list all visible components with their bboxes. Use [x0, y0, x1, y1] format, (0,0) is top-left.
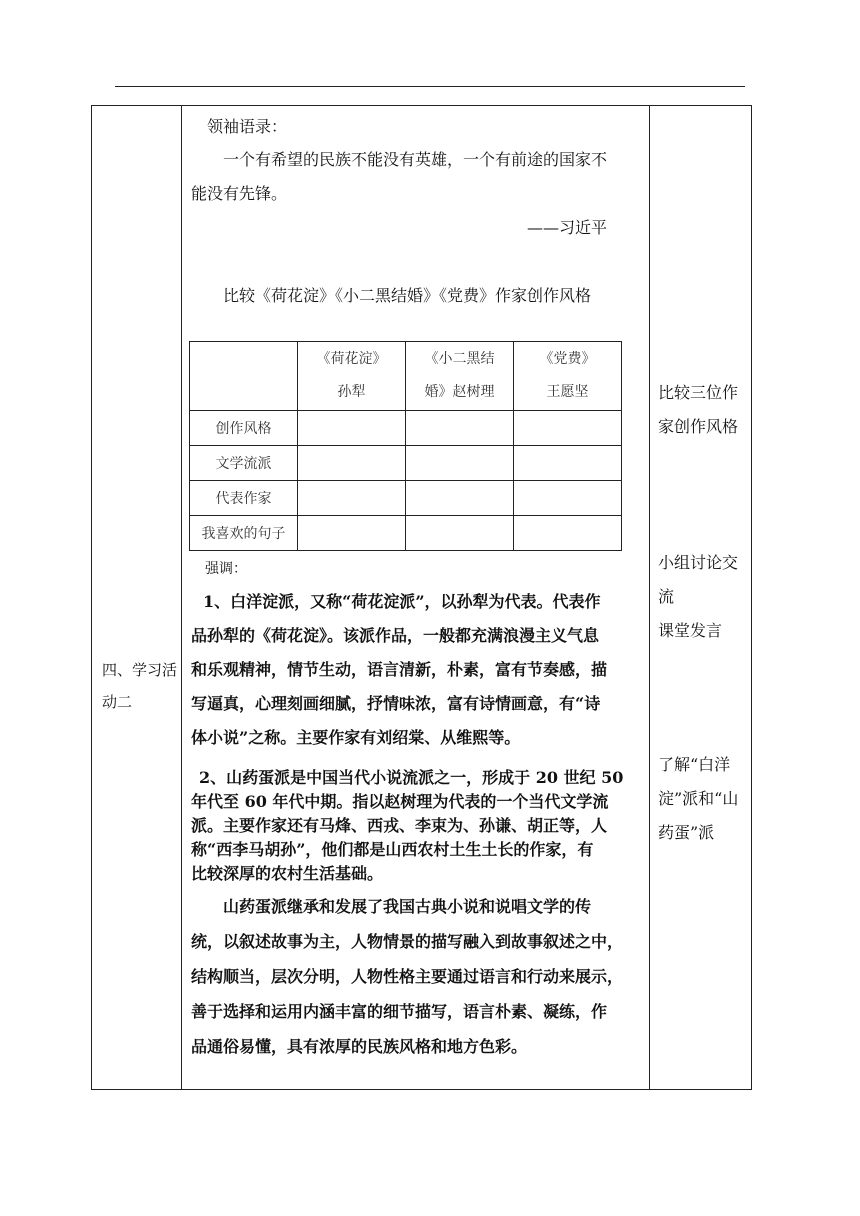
notes-column — [650, 106, 751, 1089]
header-title: 《荷花淀》 — [316, 351, 387, 367]
paragraph-line: 品孙犁的《荷花淀》。该派作品，一般都充满浪漫主义气息 — [191, 626, 600, 645]
header-author: 王愿坚 — [546, 384, 589, 400]
paragraph-line: 统，以叙述故事为主，人物情景的描写融入到故事叙述之中， — [191, 932, 624, 951]
note-line: 流 — [658, 587, 675, 606]
quote-heading: 领袖语录： — [207, 117, 288, 136]
content-column — [183, 106, 649, 1089]
paragraph-line: 结构顺当，层次分明，人物性格主要通过语言和行动来展示， — [191, 967, 624, 986]
paragraph-line: 年代至 60 年代中期。指以赵树理为代表的一个当代文学流 — [191, 792, 609, 811]
table-header-cell — [406, 342, 514, 411]
comparison-table — [189, 341, 622, 551]
table-header-cell — [298, 342, 406, 411]
paragraph-line: 善于选择和运用内涵丰富的细节描写，语言朴素、凝练，作 — [191, 1002, 608, 1021]
header-author: 婚》赵树理 — [424, 384, 495, 400]
quote-line: 能没有先锋。 — [191, 184, 288, 203]
paragraph-line: 和乐观精神，情节生动，语言清新，朴素，富有节奏感，描 — [191, 660, 608, 679]
table-cell — [298, 481, 406, 516]
paragraph-line: 1、白洋淀派，又称“荷花淀派”，以孙犁为代表。代表作 — [203, 592, 601, 611]
row-label: 我喜欢的句子 — [190, 516, 298, 551]
table-cell — [406, 411, 514, 446]
section-column — [92, 106, 182, 1089]
paragraph-line: 2、山药蛋派是中国当代小说流派之一，形成于 20 世纪 50 — [199, 768, 624, 787]
note-compare — [658, 376, 750, 444]
note-discussion — [658, 546, 750, 648]
header-title: 《小二黑结 — [424, 351, 495, 367]
table-cell — [298, 411, 406, 446]
table-cell — [514, 516, 622, 551]
note-line: 课堂发言 — [658, 621, 723, 640]
row-label: 文学流派 — [190, 446, 298, 481]
table-header-row — [190, 342, 622, 411]
table-row — [190, 516, 622, 551]
table-cell — [298, 446, 406, 481]
table-row — [190, 481, 622, 516]
table-cell — [406, 481, 514, 516]
note-understand — [658, 748, 750, 850]
note-line: 药蛋”派 — [658, 823, 715, 842]
table-cell — [514, 481, 622, 516]
header-rule — [115, 86, 745, 87]
paragraph-line: 称“西李马胡孙”，他们都是山西农村土生土长的作家，有 — [191, 840, 594, 859]
table-row — [190, 446, 622, 481]
paragraph-line: 比较深厚的农村生活基础。 — [191, 864, 384, 883]
note-line: 比较三位作 — [658, 383, 739, 402]
table-cell — [298, 516, 406, 551]
note-line: 了解“白洋 — [658, 755, 731, 774]
table-cell — [514, 411, 622, 446]
header-author: 孙犁 — [337, 384, 366, 400]
table-header-cell — [514, 342, 622, 411]
table-cell — [514, 446, 622, 481]
row-label: 创作风格 — [190, 411, 298, 446]
table-row — [190, 411, 622, 446]
row-label: 代表作家 — [190, 481, 298, 516]
lesson-table — [91, 105, 752, 1090]
note-line: 淀”派和“山 — [658, 789, 739, 808]
paragraph-line: 体小说”之称。主要作家有刘绍棠、从维熙等。 — [191, 728, 521, 747]
paragraph-line: 山药蛋派继承和发展了我国古典小说和说唱文学的传 — [223, 897, 592, 916]
emphasis-label: 强调： — [205, 561, 247, 577]
table-corner-cell — [190, 342, 298, 411]
section-label: 四、学习活动二 — [102, 661, 178, 711]
note-line: 小组讨论交 — [658, 553, 739, 572]
table-cell — [406, 516, 514, 551]
paragraph-line: 写逼真，心理刻画细腻，抒情味浓，富有诗情画意，有“诗 — [191, 694, 601, 713]
header-title: 《党费》 — [539, 351, 596, 367]
quote-author: ——习近平 — [527, 218, 608, 237]
compare-title: 比较《荷花淀》《小二黑结婚》《党费》作家创作风格 — [223, 286, 592, 305]
paragraph-line: 品通俗易懂，具有浓厚的民族风格和地方色彩。 — [191, 1037, 528, 1056]
table-cell — [406, 446, 514, 481]
note-line: 家创作风格 — [658, 417, 739, 436]
quote-line: 一个有希望的民族不能没有英雄，一个有前途的国家不 — [223, 150, 608, 169]
paragraph-line: 派。主要作家还有马烽、西戎、李束为、孙谦、胡正等，人 — [191, 816, 608, 835]
